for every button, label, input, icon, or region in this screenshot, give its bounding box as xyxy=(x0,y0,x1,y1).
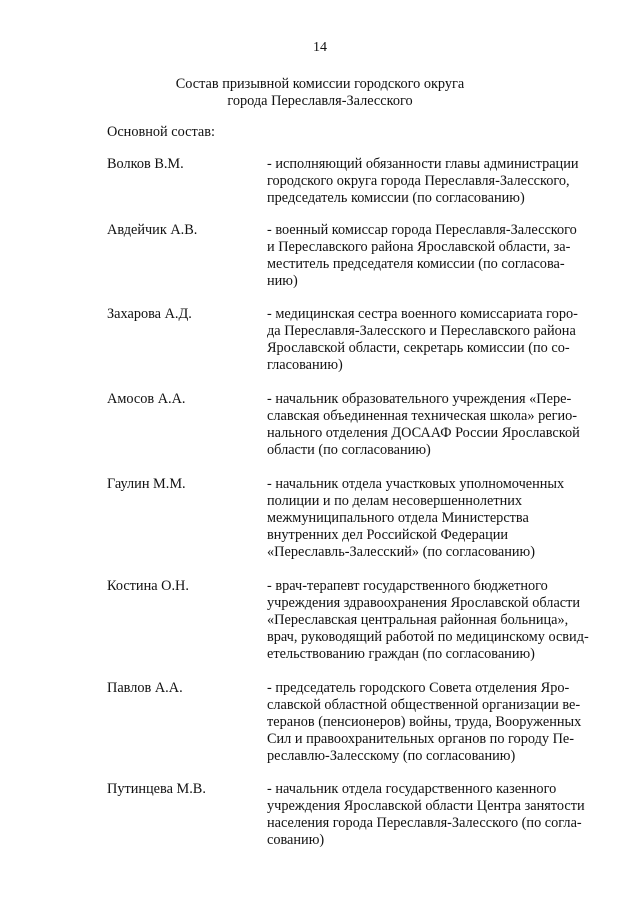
page-number: 14 xyxy=(313,40,327,55)
member-entry xyxy=(107,781,615,849)
member-entry xyxy=(107,391,615,459)
member-name: Путинцева М.В. xyxy=(107,781,206,797)
member-role: - начальник отдела государственного казенного учреждения Ярославской области Центра занятости населения города Переславля-Залесского (по согла- сованию) xyxy=(267,781,585,848)
member-entry xyxy=(107,222,615,290)
member-role: - начальник образовательного учреждения «Пере- славская объединенная техническая школа» регио- нального отделения ДОСААФ России Ярославской области (по согласованию) xyxy=(267,391,580,458)
member-entry xyxy=(107,156,615,207)
member-name: Захарова А.Д. xyxy=(107,306,192,322)
member-name: Волков В.М. xyxy=(107,156,184,172)
member-entry xyxy=(107,476,615,561)
member-entry xyxy=(107,306,615,374)
member-role: - председатель городского Совета отделения Яро- славской областной общественной организации ве- теранов (пенсионеров) войны, труда, Вооруженных Сил и правоохранительных органов по городу Пе- реславлю-Залесскому (по согласованию) xyxy=(267,680,582,764)
member-name: Павлов А.А. xyxy=(107,680,183,696)
member-role: - военный комиссар города Переславля-Залесского и Переславского района Ярославской области, за- меститель председателя комиссии (по согласова- нию) xyxy=(267,222,577,289)
member-role: - врач-терапевт государственного бюджетного учреждения здравоохранения Ярославской области «Переславская центральная районная больница», врач, руководящий работой по медицинскому освид- етельствованию граждан (по согласованию) xyxy=(267,578,589,662)
section-heading: Основной состав: xyxy=(107,124,215,140)
member-name: Гаулин М.М. xyxy=(107,476,186,492)
member-entry xyxy=(107,578,615,663)
member-role: - медицинская сестра военного комиссариата горо- да Переславля-Залесского и Переславского района Ярославской области, секретарь комиссии (по со- гласованию) xyxy=(267,306,578,373)
title-line-1: Состав призывной комиссии городского округа xyxy=(175,76,465,92)
member-name: Костина О.Н. xyxy=(107,578,189,594)
member-name: Амосов А.А. xyxy=(107,391,186,407)
document-title xyxy=(0,76,640,110)
member-role: - начальник отдела участковых уполномоченных полиции и по делам несовершеннолетних межмуниципального отдела Министерства внутренних дел Российской Федерации «Переславль-Залесский» (по согласованию) xyxy=(267,476,565,560)
title-line-2: города Переславля-Залесского xyxy=(227,93,413,109)
member-role: - исполняющий обязанности главы администрации городского округа города Переславля-Залесского, председатель комиссии (по согласованию) xyxy=(267,156,579,206)
member-name: Авдейчик А.В. xyxy=(107,222,198,238)
member-entry xyxy=(107,680,615,765)
